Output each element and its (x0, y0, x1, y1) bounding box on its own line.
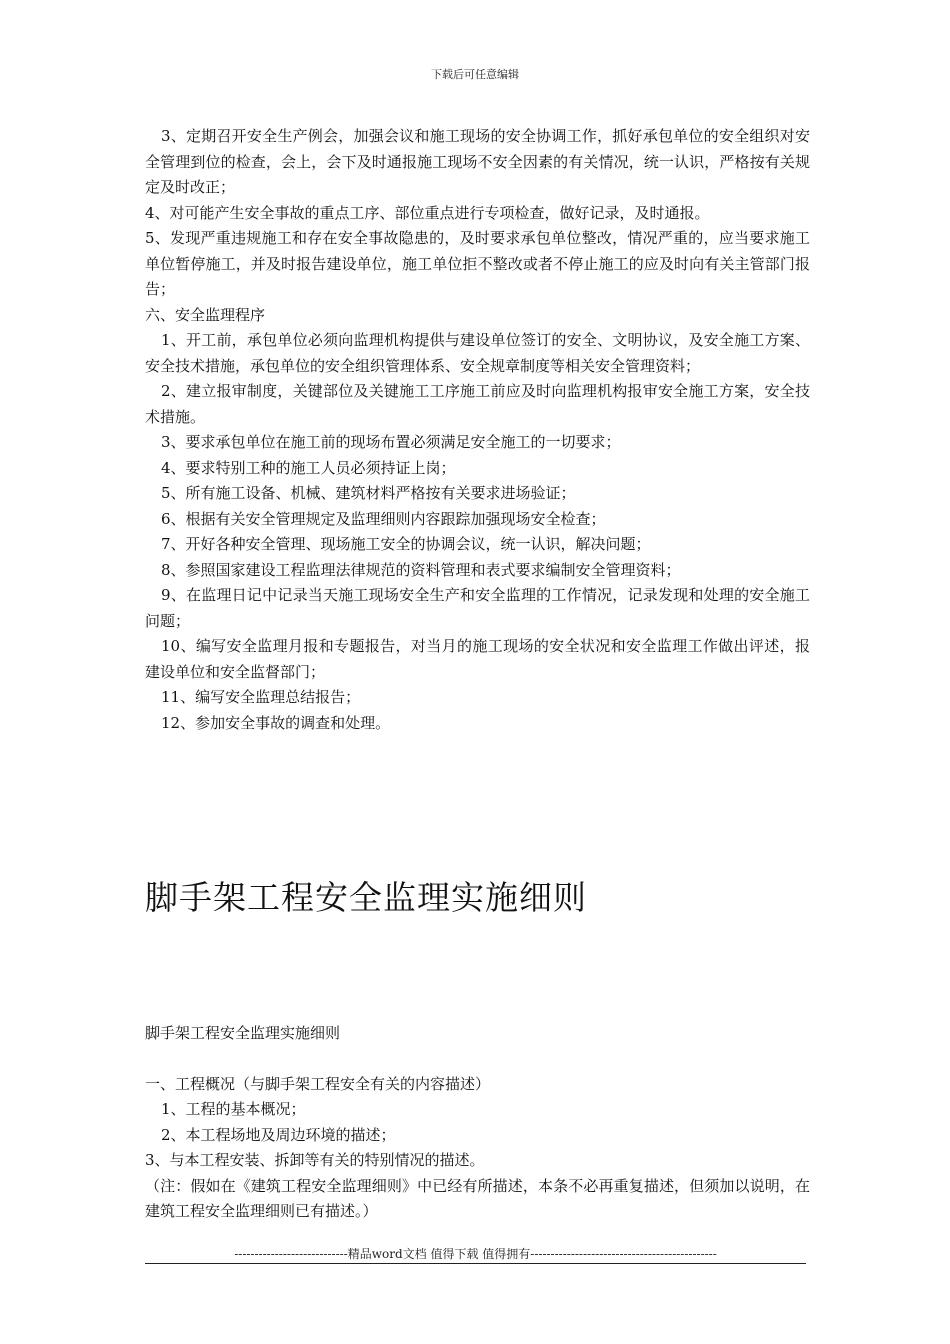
paragraph: 1、工程的基本概况； (161, 1100, 306, 1118)
paragraph: 12、参加安全事故的调查和处理。 (161, 713, 391, 732)
footer-divider (145, 1263, 806, 1264)
document-title: 脚手架工程安全监理实施细则 (145, 878, 587, 917)
paragraph: 2、本工程场地及周边环境的描述； (161, 1125, 396, 1144)
paragraph: 5、所有施工设备、机械、建筑材料严格按有关要求进场验证； (161, 484, 576, 502)
section-heading: 六、安全监理程序 (145, 305, 266, 324)
upper-content (145, 124, 810, 736)
section-heading: 一、工程概况（与脚手架工程安全有关的内容描述） (145, 1074, 491, 1093)
page-header: 下载后可任意编辑 (431, 68, 519, 81)
paragraph: 4、要求特别工种的施工人员必须持证上岗； (161, 458, 456, 477)
paragraph: 7、开好各种安全管理、现场施工安全的协调会议，统一认识，解决问题； (161, 535, 651, 553)
paragraph: 10、编写安全监理月报和专题报告，对当月的施工现场的安全状况和安全监理工作做出评述，报建设单位和安全监督部门； (145, 637, 810, 681)
paragraph: 5、发现严重违规施工和存在安全事故隐患的，及时要求承包单位整改，情况严重的，应当要求施工单位暂停施工，并及时报告建设单位，施工单位拒不整改或者不停止施工的应及时向有关主管部门报告； (145, 229, 810, 298)
subtitle: 脚手架工程安全监理实施细则 (145, 1024, 341, 1042)
paragraph: 1、开工前，承包单位必须向监理机构提供与建设单位签订的安全、文明协议，及安全施工方案、安全技术措施，承包单位的安全组织管理体系、安全规章制度等相关安全管理资料； (145, 331, 810, 375)
note-paragraph: （注：假如在《建筑工程安全监理细则》中已经有所描述，本条不必再重复描述，但须加以说明，在建筑工程安全监理细则已有描述。） (145, 1176, 810, 1220)
paragraph: 3、与本工程安装、拆卸等有关的特别情况的描述。 (145, 1151, 485, 1169)
spacer (145, 1047, 810, 1072)
paragraph: 11、编写安全监理总结报告； (161, 688, 361, 706)
paragraph: 3、定期召开安全生产例会，加强会议和施工现场的安全协调工作，抓好承包单位的安全组织对安全管理到位的检查，会上，会下及时通报施工现场不安全因素的有关情况，统一认识，严格按有关规定及时改正； (145, 127, 810, 196)
paragraph: 6、根据有关安全管理规定及监理细则内容跟踪加强现场安全检查； (161, 509, 606, 528)
paragraph: 3、要求承包单位在施工前的现场布置必须满足安全施工的一切要求； (161, 433, 621, 451)
paragraph: 4、对可能产生安全事故的重点工序、部位重点进行专项检查，做好记录，及时通报。 (145, 203, 710, 222)
page-footer: ----------------------------精品word文档 值得下载 值得拥有---------------------------------------------- (234, 1247, 717, 1261)
paragraph: 9、在监理日记中记录当天施工现场安全生产和安全监理的工作情况，记录发现和处理的安全施工问题； (145, 586, 810, 630)
lower-content (145, 1021, 810, 1225)
paragraph: 8、参照国家建设工程监理法律规范的资料管理和表式要求编制安全管理资料； (161, 560, 681, 579)
paragraph: 2、建立报审制度，关键部位及关键施工工序施工前应及时向监理机构报审安全施工方案，安全技术措施。 (145, 382, 810, 426)
